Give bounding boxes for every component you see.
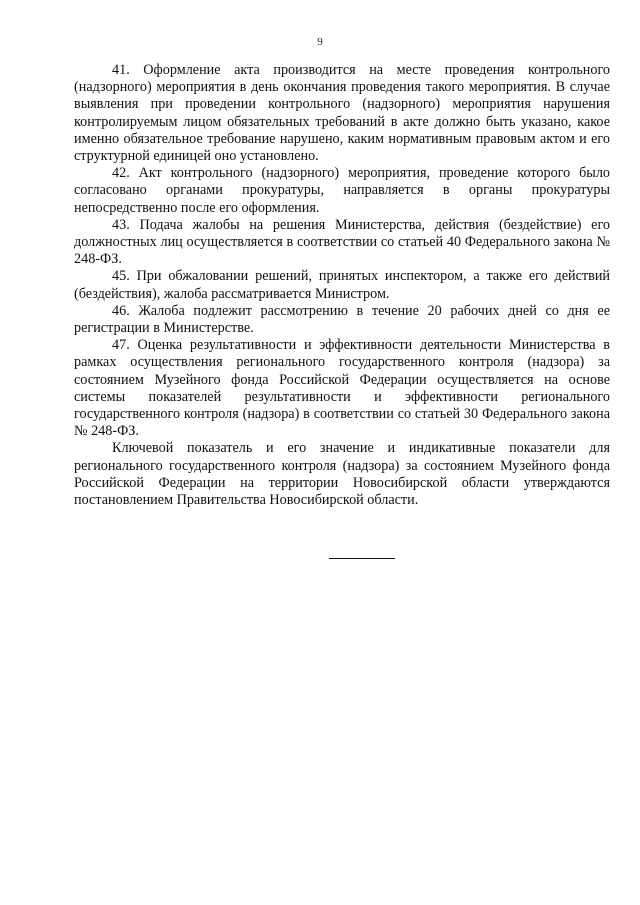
paragraph-41: 41. Оформление акта производится на месте проведения контрольного (надзорного) мероприятия в день окончания проведения такого мероприятия. В случае выявления при проведении контрольного (надзорного) мероприятия нарушения контролируемым лицом обязательных требований в акте должно быть указано, какое именно обязательное требование нарушено, каким нормативным правовым актом и его структурной единицей оно установлено.: [74, 62, 610, 165]
document-body: [74, 62, 610, 509]
paragraph-key-indicator: Ключевой показатель и его значение и индикативные показатели для регионального государственного контроля (надзора) за состоянием Музейного фонда Российской Федерации на территории Новосибирской области утверждаются постановлением Правительства Новосибирской области.: [74, 440, 610, 509]
paragraph-42: 42. Акт контрольного (надзорного) мероприятия, проведение которого было согласовано органами прокуратуры, направляется в органы прокуратуры непосредственно после его оформления.: [74, 165, 610, 216]
paragraph-45: 45. При обжаловании решений, принятых инспектором, а также его действий (бездействия), жалоба рассматривается Министром.: [74, 268, 610, 302]
paragraph-46: 46. Жалоба подлежит рассмотрению в течение 20 рабочих дней со дня ее регистрации в Министерстве.: [74, 302, 610, 337]
paragraph-43: 43. Подача жалобы на решения Министерства, действия (бездействие) его должностных лиц осуществляется в соответствии со статьей 40 Федерального закона № 248-ФЗ.: [74, 216, 610, 268]
paragraph-47: 47. Оценка результативности и эффективности деятельности Министерства в рамках осуществления регионального государственного контроля (надзора) за состоянием Музейного фонда Российской Федерации осуществляется на основе системы показателей результативности и эффективности регионального государственного контроля (надзора) в соответствии со статьей 30 Федерального закона № 248-ФЗ.: [74, 337, 610, 440]
page-number: 9: [317, 36, 323, 48]
end-divider-line: [329, 558, 395, 559]
